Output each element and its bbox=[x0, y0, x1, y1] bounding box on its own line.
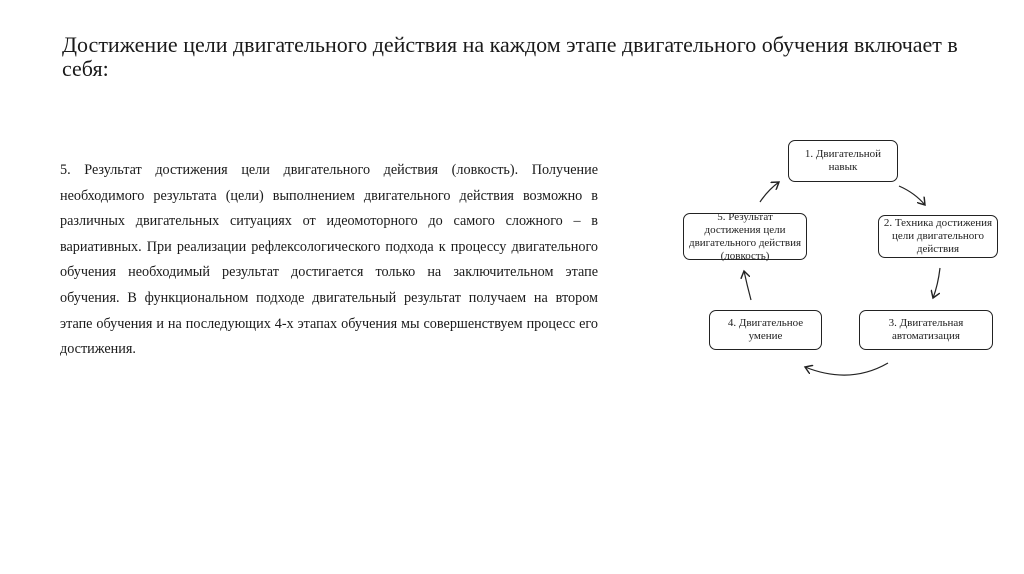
arrow-1-to-2 bbox=[899, 186, 925, 205]
diagram-box-4: 4. Двигательное умение bbox=[709, 310, 822, 350]
diagram-box-1: 1. Двигательной навык bbox=[788, 140, 898, 182]
arrow-3-to-4 bbox=[805, 363, 888, 375]
arrow-2-to-3 bbox=[933, 268, 940, 298]
diagram-box-3: 3. Двигательная автоматизация bbox=[859, 310, 993, 350]
body-paragraph: 5. Результат достижения цели двигательного действия (ловкость). Получение необходимого результата (цели) выполнением двигательного действия возможно в различных двигательных ситуациях от идеомоторного до самого сложного – в вариативных. При реализации рефлексологического подхода к процессу двигательного обучения необходимый результат достигается только на заключительном этапе обучения. В функциональном подходе двигательный результат получаем на втором этапе обучения и на последующих 4-х этапах обучения мы совершенствуем процесс его достижения. bbox=[60, 162, 598, 358]
diagram-box-5: 5. Результат достижения цели двигательного действия (ловкость) bbox=[683, 213, 807, 260]
arrow-5-to-1 bbox=[760, 182, 779, 202]
slide-title: Достижение цели двигательного действия на каждом этапе двигательного обучения включает в себя: bbox=[62, 32, 958, 81]
diagram-box-2: 2. Техника достижения цели двигательного действия bbox=[878, 215, 998, 258]
arrow-4-to-5 bbox=[744, 271, 751, 300]
